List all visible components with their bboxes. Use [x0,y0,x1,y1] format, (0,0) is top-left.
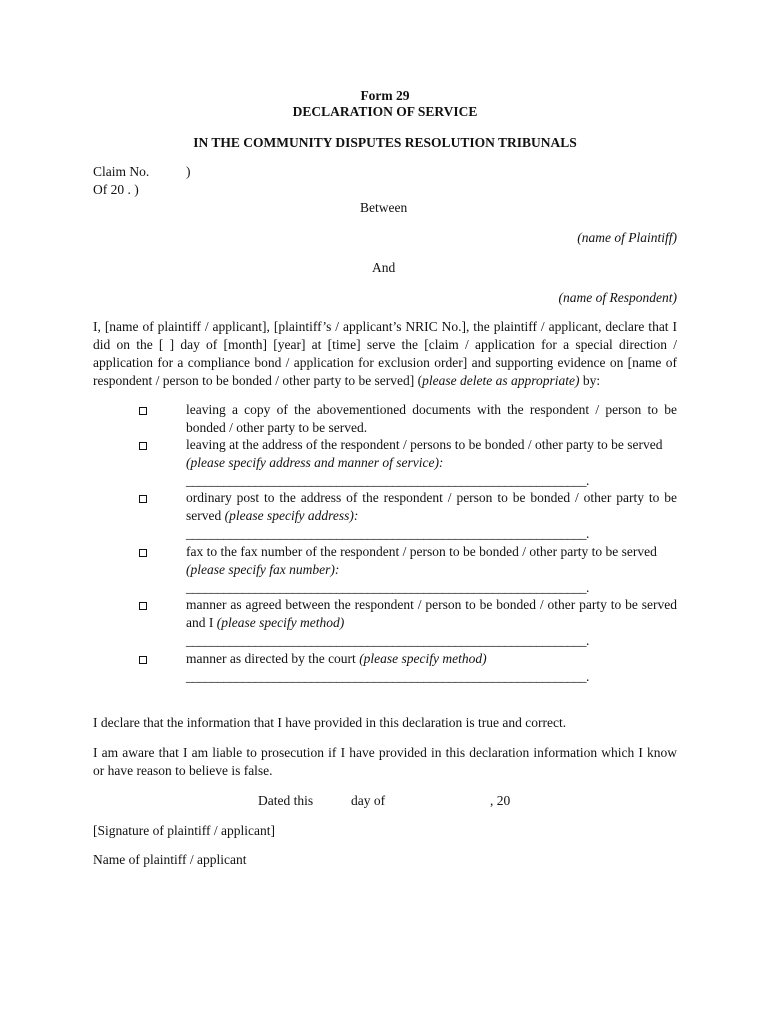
option-1-label: leaving a copy of the abovementioned documents with the respondent / person to be bonded / other party to be served. [186,402,677,435]
name-label: Name of plaintiff / applicant [93,852,247,867]
option-5-label: manner as agreed between the respondent / person to be bonded / other party to be served and I [186,597,677,630]
truth-declaration: I declare that the information that I have provided in this declaration is true and correct. [93,715,567,730]
service-declaration-paragraph [93,318,677,390]
option-6-note: (please specify method) [359,651,487,666]
option-3-text [186,489,677,543]
option-6-fill-line: ________________________________________________________________. [186,669,589,684]
option-2-fill-line: ________________________________________________________________. [186,473,589,488]
option-2-note: (please specify address and manner of service): [186,455,444,470]
option-4-text [186,543,677,597]
liability-declaration: I am aware that I am liable to prosecution if I have provided in this declaration information which I know or have reason to believe is false. [93,745,677,778]
option-6-label: manner as directed by the court [186,651,360,666]
checkbox-option-2[interactable] [139,442,147,450]
option-2-label: leaving at the address of the respondent / persons to be bonded / other party to be served [186,437,663,452]
checkbox-option-5[interactable] [139,602,147,610]
dated-this-label: Dated this [258,793,314,808]
checkbox-option-1[interactable] [139,407,147,415]
plaintiff-name-placeholder: (name of Plaintiff) [577,230,677,245]
claim-year-label: Of 20 . ) [93,182,139,197]
form-number: Form 29 [360,88,410,103]
option-3-note: (please specify address): [224,508,359,523]
tribunal-heading: IN THE COMMUNITY DISPUTES RESOLUTION TRIBUNALS [193,135,577,150]
option-6-text [186,650,677,686]
intro-text: I, [name of plaintiff / applicant], [plaintiff’s / applicant’s NRIC No.], the plaintiff / applicant, declare that I did on the [ ] day of [month] [year] at [time] serve the [claim / application for a special direction / application for a compliance bond / application for exclusion order] and supporting evidence on [name of respondent / person to be bonded / other party to be served] ( [93,319,677,388]
option-5-text [186,596,677,650]
respondent-name-placeholder: (name of Respondent) [558,290,677,305]
option-3-fill-line: ________________________________________________________________. [186,526,589,541]
day-of-label: day of [351,793,386,808]
form-title: DECLARATION OF SERVICE [292,104,478,119]
option-5-note: (please specify method) [216,615,345,630]
year-label: , 20 [490,793,511,808]
intro-end: by: [579,373,601,388]
claim-number-label: Claim No. [93,164,150,179]
checkbox-option-4[interactable] [139,549,147,557]
intro-italic-note: please delete as appropriate) [422,373,580,388]
option-4-fill-line: ________________________________________________________________. [186,580,589,595]
option-4-note: (please specify fax number): [186,562,340,577]
signature-label: [Signature of plaintiff / applicant] [93,823,275,838]
option-5-fill-line: ________________________________________________________________. [186,633,589,648]
between-label: Between [360,200,408,215]
option-4-label: fax to the fax number of the respondent / person to be bonded / other party to be served [186,544,657,559]
option-3-label: ordinary post to the address of the respondent / person to be bonded / other party to be served [186,490,677,523]
option-1-text [186,401,677,437]
checkbox-option-3[interactable] [139,495,147,503]
and-label: And [372,260,396,275]
option-2-text [186,436,677,490]
checkbox-option-6[interactable] [139,656,147,664]
claim-number-bracket: ) [186,164,191,179]
